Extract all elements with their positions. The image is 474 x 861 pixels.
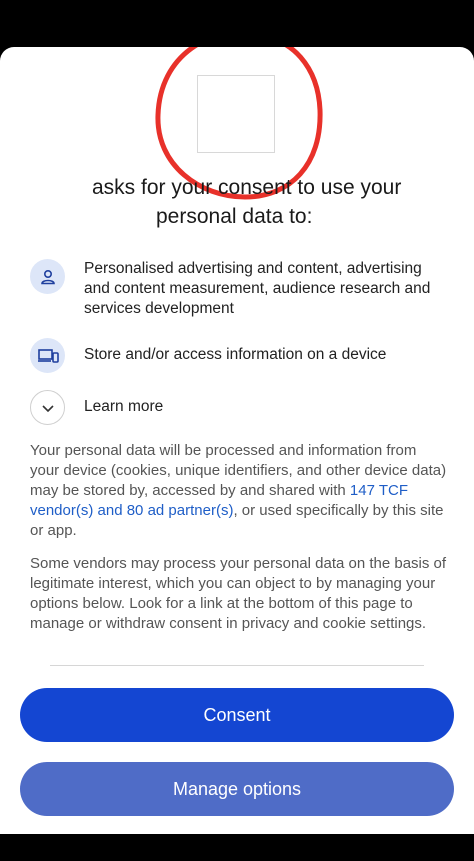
data-processing-info [30,441,448,541]
purpose-label: Store and/or access information on a device [84,346,387,363]
purpose-personalised-ads [30,259,450,319]
learn-more-toggle[interactable] [30,390,450,425]
heading-line-2: personal data to: [156,205,313,228]
info-text: , or used specifically by this site or app. [30,502,444,539]
manage-options-button[interactable]: Manage options [20,762,454,816]
purpose-store-access [30,338,450,373]
divider [50,665,424,666]
consent-button[interactable]: Consent [20,688,454,742]
person-icon [30,259,65,294]
purpose-label: Personalised advertising and content, advertising and content measurement, audience research and services development [84,260,431,317]
devices-icon [30,338,65,373]
learn-more-label[interactable]: Learn more [84,398,164,415]
consent-heading [0,173,474,231]
legitimate-interest-info: Some vendors may process your personal data on the basis of legitimate interest, which you can object to by managing your options below. Look for a link at the bottom of this page to manage or withdraw consent in privacy and cookie settings. [30,555,447,632]
info-text: Your personal data will be processed and information from your device (cookies, unique identifiers, and other device data) may be stored by, accessed by and shared with [30,442,447,499]
consent-dialog [0,47,474,834]
heading-line-1: asks for your consent to use your [92,176,402,199]
chevron-down-icon[interactable] [30,390,65,425]
vendors-link[interactable]: 147 TCF vendor(s) and 80 ad partner(s) [30,482,408,519]
